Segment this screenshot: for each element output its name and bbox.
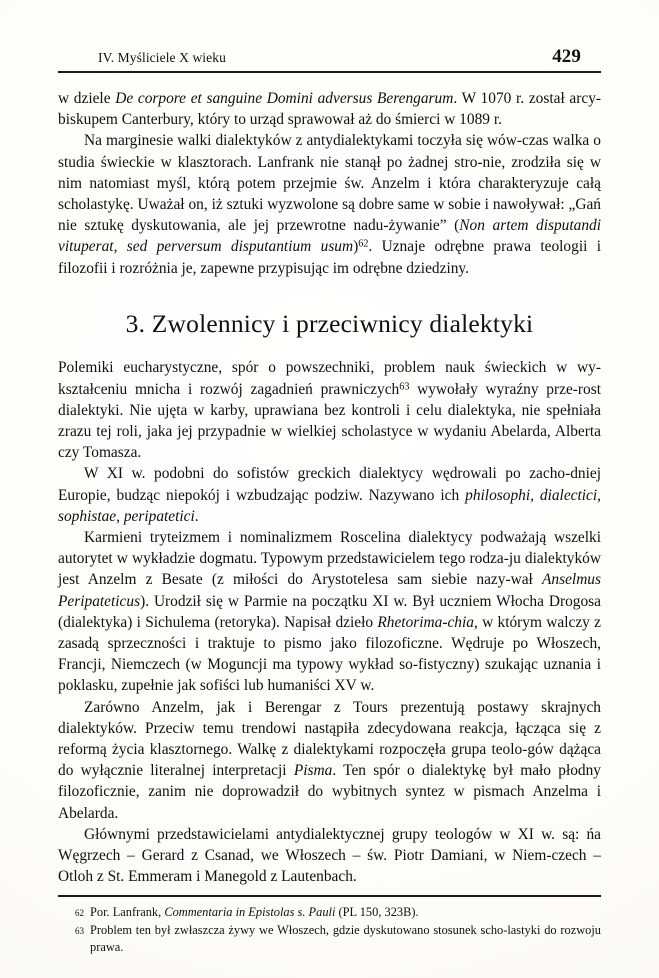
text-run: W XI w. podobni do sofistów greckich dialektycy wędrowali po zacho-dniej Europie, budząc niepokój i wzbudzając podziw. Nazywano ich bbox=[58, 465, 601, 504]
footnote-item bbox=[58, 904, 601, 922]
section-heading: 3. Zwolennicy i przeciwnicy dialektyki bbox=[125, 308, 534, 338]
text-run: . W 1070 r. został arcy-biskupem Canterbury, który to urząd sprawował aż do śmierci w 1089 r. bbox=[58, 90, 602, 129]
text-run: ). Urodził się w Parmie na początku XI w. Był uczniem Włocha Drogosa (dialektyka) i Sichulema (retoryka). Napisał dzieło bbox=[58, 592, 601, 631]
paragraph-polemiki bbox=[58, 357, 601, 463]
body-text bbox=[58, 88, 601, 888]
paragraph-marginesie bbox=[58, 130, 601, 278]
text-run: Na marginesie walki dialektyków z antydialektykami toczyła się wów-czas walka o studia świeckie w klasztorach. Lanfrank nie stanął po żadnej stro-nie, zrodziła się w nim natomiast myśl, którą potem przejmie św. Anzelm i która charakteryzuje całą scholastykę. Uważał on, iż sztuki wyzwolone są dobre same w sobie i nawoływał: „Gań nie sztukę dyskutowania, ale jej przewrotne nadu-żywanie” ( bbox=[58, 132, 601, 235]
italic-title-de-corpore: De corpore et sanguine Domini adversus Berengarum bbox=[115, 90, 454, 107]
paragraph-w-xi-w bbox=[58, 463, 601, 527]
page-number: 429 bbox=[552, 46, 581, 67]
text-run: , w którym walczy z zasadą sprzeczności i traktuje to pismo jako filozoficzne. Wędruje po Włoszech, Francji, Niemczech (w Moguncji ma typowy wykład so-fistyczny) szukając uznania i poklasku, zupełnie jak sofiści lub humaniści XV w. bbox=[58, 613, 601, 695]
italic-rhetorimachia: Rhetorima-chia bbox=[377, 613, 474, 631]
footnote-ref-63[interactable]: 63 bbox=[399, 381, 410, 393]
text-run: . Ten spór o dialektykę był mało płodny filozoficznie, zanim nie doprowadził do wybitnych syntez w pismach Anzelma i Abelarda. bbox=[58, 762, 601, 822]
running-header bbox=[58, 46, 601, 68]
footnote-ref-62[interactable]: 62 bbox=[358, 238, 369, 250]
footnote-item bbox=[58, 922, 601, 956]
paragraph-zarowno-anzelm bbox=[58, 697, 601, 824]
italic-terms-philosophi: philosophi, dialectici, sophistae, peripatetici bbox=[58, 486, 602, 525]
text-run: Głównymi przedstawicielami antydialektycznej grupy teologów w XI w. są: ńa Węgrzech – Gerard z Csanad, we Włoszech – św. Piotr Damiani, w Niem-czech – Otloh z St. Emmeram i Manegold z Lautenbach. bbox=[58, 825, 601, 886]
text-run: Problem ten był zwłaszcza żywy we Włoszech, gdzie dyskutowano stosunek scho-lastyki do rozwoju prawa. bbox=[90, 923, 601, 954]
italic-quote-non-artem: Non artem disputandi vituperat, sed perversum disputantium usum bbox=[58, 217, 601, 256]
running-header-title: IV. Myśliciele X wieku bbox=[98, 50, 226, 65]
paragraph-continuation bbox=[58, 88, 601, 130]
footnote-text bbox=[90, 904, 601, 921]
text-run: w dziele bbox=[58, 90, 116, 107]
text-run: ) bbox=[353, 238, 359, 256]
text-run: Por. Lanfrank, bbox=[90, 905, 165, 919]
text-run: Polemiki eucharystyczne, spór o powszechniki, problem nauk świeckich w wy-kształceniu mnicha i rozwój zagadnień prawniczych bbox=[58, 359, 601, 398]
paragraph-karmieni bbox=[58, 527, 601, 697]
text-run: . Uznaje odrębne prawa teologii i filozofii i rozróżnia je, zapewne przypisując im odrębne dziedziny. bbox=[58, 238, 601, 277]
footnote-marker: 63 bbox=[75, 926, 84, 936]
italic-pisma: Pisma bbox=[293, 762, 333, 780]
footnote-text bbox=[90, 922, 601, 956]
italic-anselmus-peripateticus: Anselmus Peripateticus bbox=[58, 571, 601, 610]
text-run: Zarówno Anzelm, jak i Berengar z Tours prezentują postawy skrajnych dialektyków. Przeciw temu trendowi nastąpiła zdecydowana reakcja, łącząca się z reformą życia klasztornego. Walkę z dialektykami rozpoczęła grupa teolo-gów dążąca do wyłącznie literalnej interpretacji bbox=[58, 698, 601, 780]
text-run: Karmieni tryteizmem i nominalizmem Roscelina dialektycy podważają wszelki autorytet w wykładzie dogmatu. Typowym przedstawicielem tego rodza-ju dialektyków jest Anzelm z Besate (z miłości do Arystotelesa sam siebie nazy-wał bbox=[58, 529, 601, 589]
footnote-rule bbox=[58, 895, 601, 897]
italic-commentaria: Commentaria in Epistolas s. Pauli bbox=[164, 905, 336, 919]
footnote-block bbox=[58, 895, 601, 956]
footnote-marker: 62 bbox=[75, 908, 84, 918]
paragraph-glownymi bbox=[58, 824, 601, 888]
header-rule bbox=[58, 71, 601, 73]
text-run: wywołały wyraźny prze-rost dialektyki. Nie ujęta w karby, uprawiana bez kontroli i celu dialektyka, nie spełniała zrazu tej roli, jaka jej przypadnie w wielkiej scholastyce w wydaniu Abelarda, Alberta czy Tomasza. bbox=[58, 380, 601, 462]
text-run: (PL 150, 323B). bbox=[335, 905, 419, 919]
text-run: . bbox=[194, 507, 199, 525]
